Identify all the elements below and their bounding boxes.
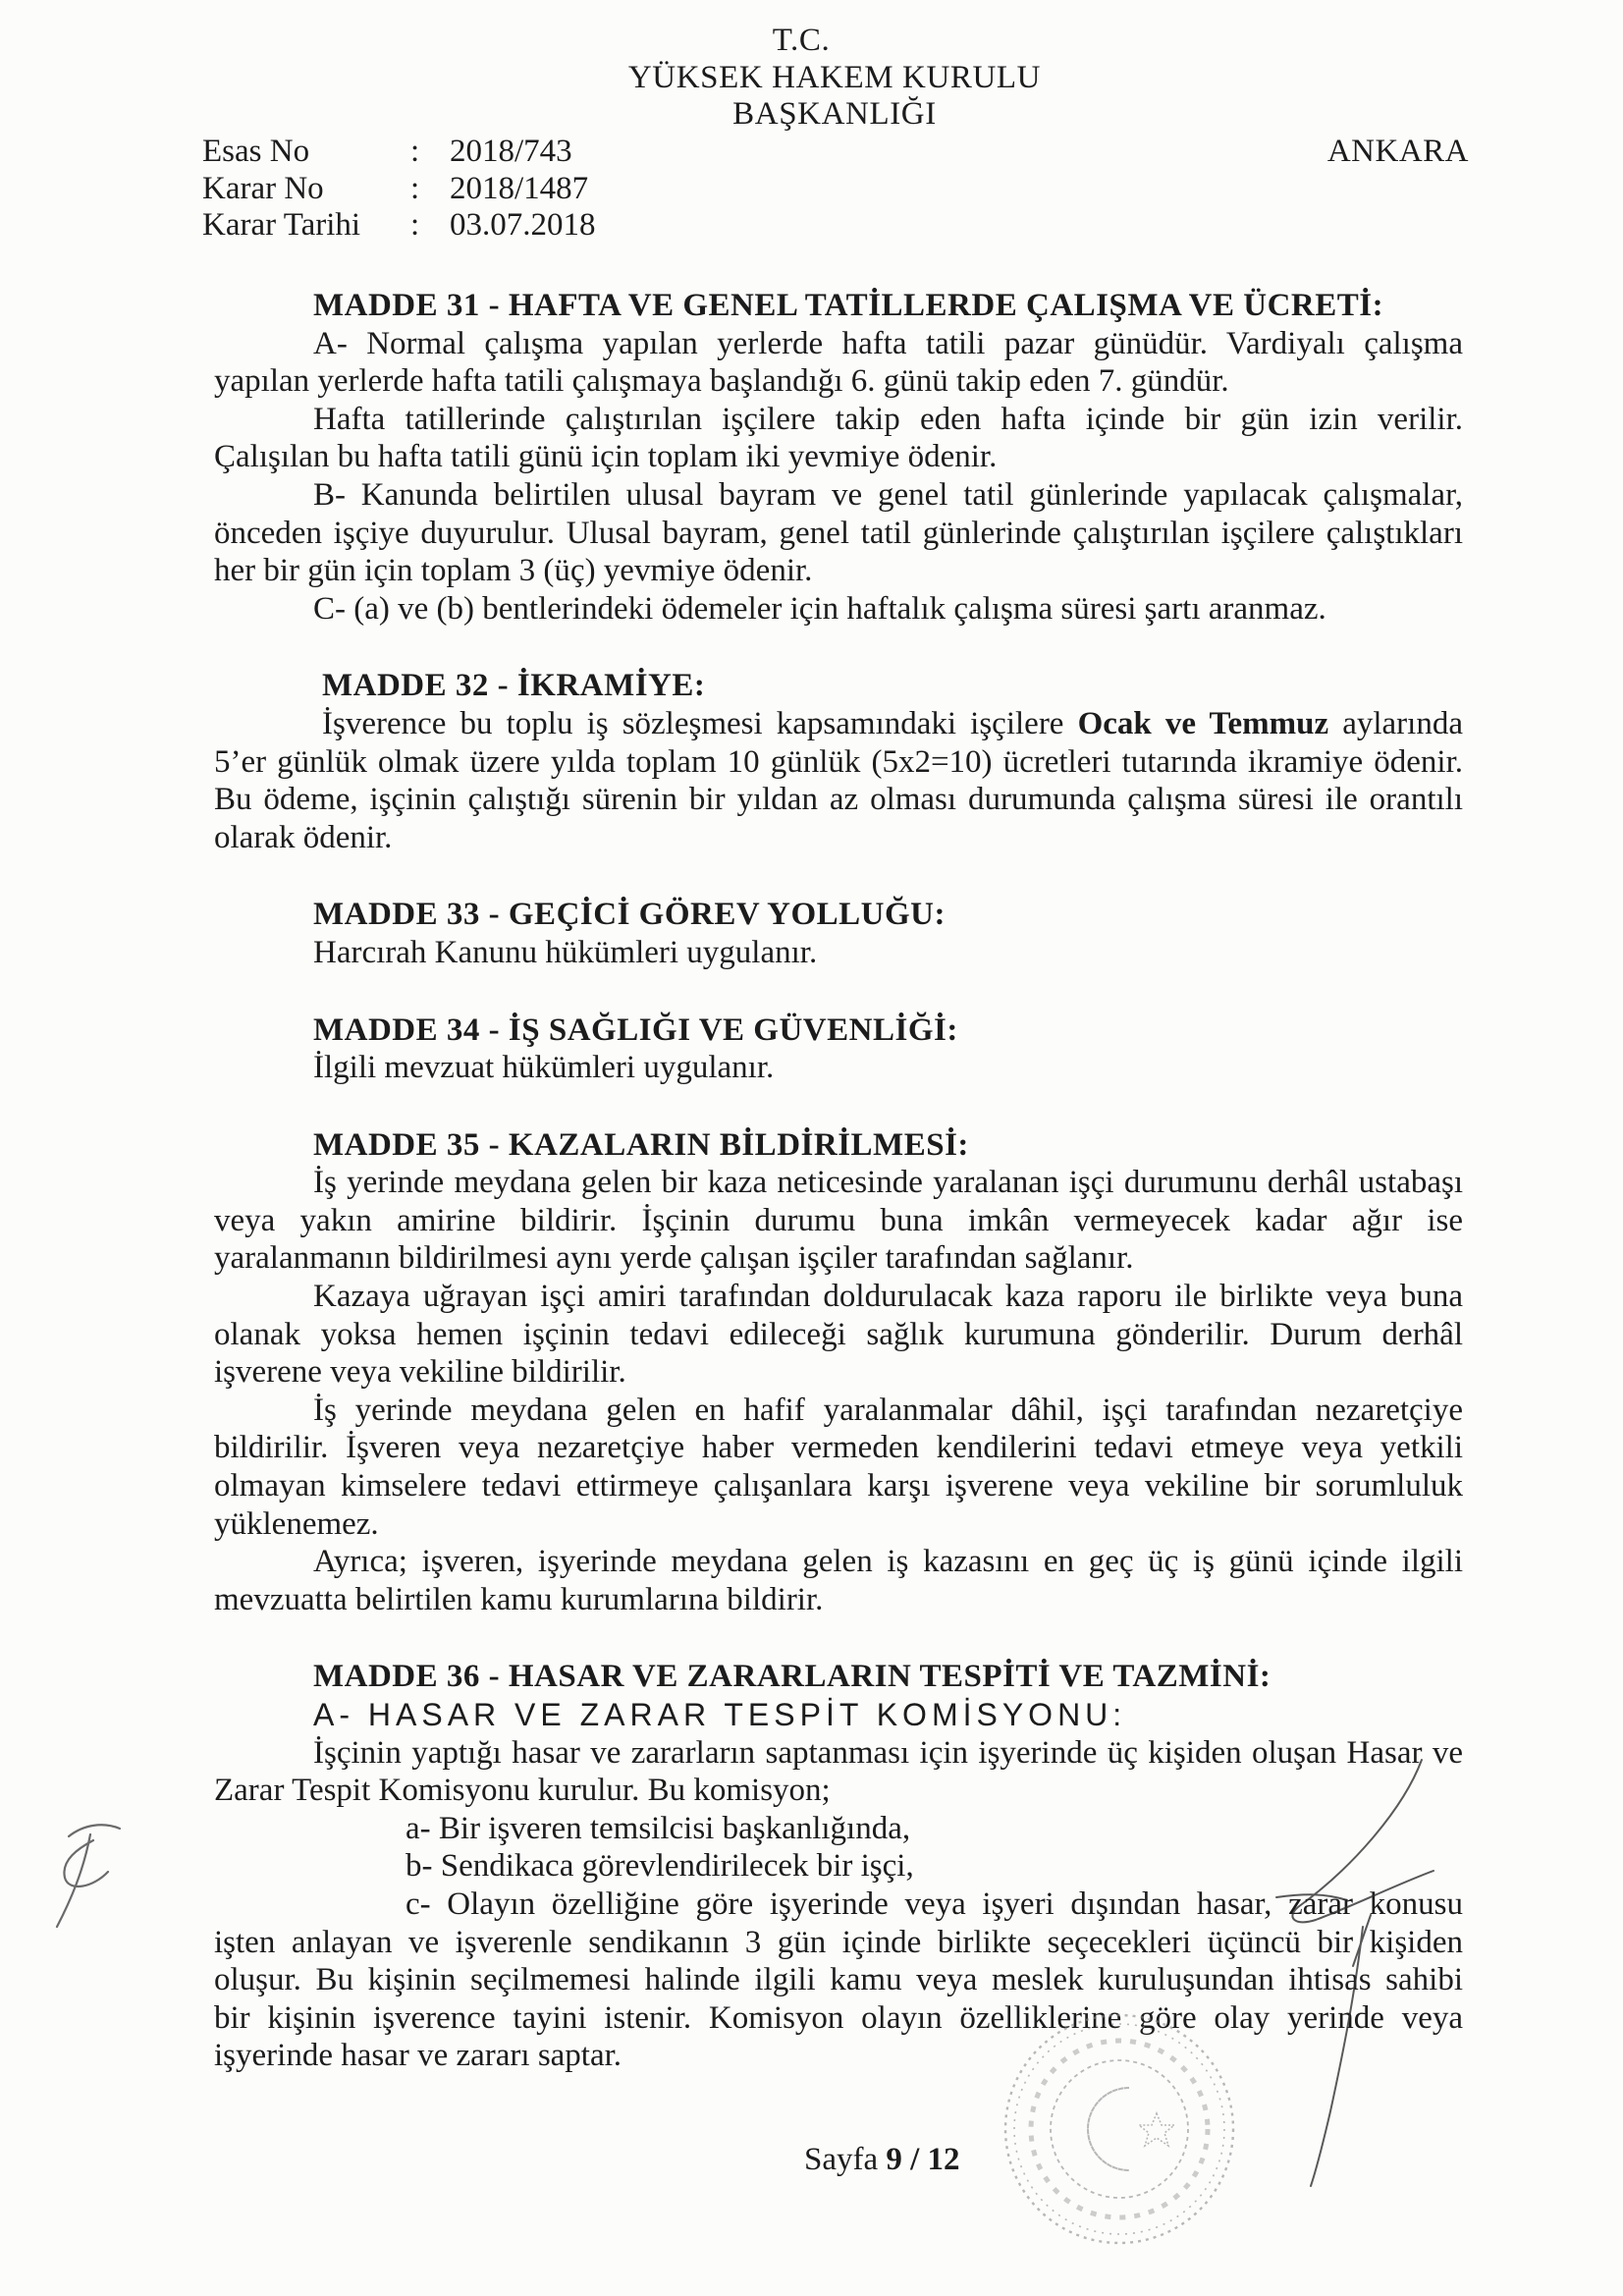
separator: : bbox=[410, 207, 420, 243]
text-line: veya yakın amirine bildirir. İşçinin durumu buna imkân vermeyecek kadar ağır ise bbox=[214, 1202, 1463, 1238]
page-label: Sayfa bbox=[804, 2142, 879, 2177]
text-line: olarak ödenir. bbox=[214, 819, 393, 855]
text-line: Hafta tatillerinde çalıştırılan işçilere takip eden hafta içinde bir gün izin verilir. bbox=[313, 401, 1463, 437]
article-heading: MADDE 35 - KAZALARIN BİLDİRİLMESİ: bbox=[313, 1126, 969, 1163]
text-line: A- Normal çalışma yapılan yerlerde hafta tatili pazar günüdür. Vardiyalı çalışma bbox=[313, 325, 1463, 361]
text-line: 5’er günlük olmak üzere yılda toplam 10 günlük (5x2=10) ücretleri tutarında ikramiye ödenir. bbox=[214, 743, 1463, 780]
article-33 bbox=[214, 896, 1463, 971]
separator: : bbox=[410, 170, 420, 206]
article-heading: MADDE 34 - İŞ SAĞLIĞI VE GÜVENLİĞİ: bbox=[313, 1011, 958, 1048]
text-line: Harcırah Kanunu hükümleri uygulanır. bbox=[313, 934, 818, 970]
text-line: olmayan kimselere tedavi ettirmeye çalışanlara karşı işverene veya vekiline bir sorumluluk bbox=[214, 1468, 1463, 1504]
text-line: İş yerinde meydana gelen bir kaza neticesinde yaralanan işçi durumunu derhâl ustabaşı bbox=[313, 1165, 1463, 1201]
margin-initial bbox=[57, 1825, 120, 1927]
text-line: B- Kanunda belirtilen ulusal bayram ve genel tatil günlerinde yapılacak çalışmalar, bbox=[313, 476, 1463, 513]
text-segment: aylarında bbox=[1328, 705, 1463, 741]
decision-date-label: Karar Tarihi bbox=[202, 207, 361, 243]
text-line: yüklenemez. bbox=[214, 1505, 379, 1542]
decision-date-value: 03.07.2018 bbox=[450, 207, 596, 243]
article-34 bbox=[214, 1011, 1463, 1087]
decision-number-label: Karar No bbox=[202, 170, 324, 206]
decision-date-row bbox=[202, 207, 595, 245]
list-item: c- Olayın özelliğine göre işyerinde veya işyeri dışından hasar, zarar konusu bbox=[406, 1886, 1463, 1922]
text-line: işyerinde hasar ve zararı saptar. bbox=[214, 2038, 622, 2074]
article-heading: MADDE 36 - HASAR VE ZARARLARIN TESPİTİ VE TAZMİNİ: bbox=[313, 1659, 1271, 1695]
case-number-value: 2018/743 bbox=[450, 134, 572, 169]
text-line: işverene veya vekiline bildirilir. bbox=[214, 1354, 626, 1391]
article-36 bbox=[214, 1658, 1463, 2075]
institution-office: BAŞKANLIĞI bbox=[732, 96, 937, 132]
article-heading: MADDE 31 - HAFTA VE GENEL TATİLLERDE ÇALIŞMA VE ÜCRETİ: bbox=[313, 288, 1384, 323]
text-line: Ayrıca; işveren, işyerinde meydana gelen iş kazasını en geç üç iş günü içinde ilgili bbox=[313, 1544, 1463, 1580]
article-heading: MADDE 32 - İKRAMİYE: bbox=[322, 668, 706, 704]
state-abbreviation: T.C. bbox=[772, 23, 831, 58]
case-number-row bbox=[202, 134, 595, 171]
list-item: b- Sendikaca görevlendirilecek bir işçi, bbox=[406, 1848, 914, 1885]
text-line: işten anlayan ve işverenle sendikanın 3 gün içinde birlikte seçecekleri üçüncü bir kişiden bbox=[214, 1924, 1463, 1960]
text-line: İş yerinde meydana gelen en hafif yaralanmalar dâhil, işçi tarafından nezaretçiye bbox=[313, 1392, 1463, 1428]
case-number-label: Esas No bbox=[202, 134, 310, 169]
page-footer bbox=[804, 2141, 960, 2178]
text-line: C- (a) ve (b) bentlerindeki ödemeler için haftalık çalışma süresi şartı aranmaz. bbox=[313, 590, 1326, 627]
text-line: olanak yoksa hemen işçinin tedavi edileceği sağlık kurumuna gönderilir. Durum derhâl bbox=[214, 1316, 1463, 1352]
institution-title bbox=[540, 23, 1129, 134]
institution-name: YÜKSEK HAKEM KURULU bbox=[627, 59, 1042, 95]
city: ANKARA bbox=[1326, 134, 1469, 169]
decision-number-value: 2018/1487 bbox=[450, 170, 589, 206]
article-subheading: A- HASAR VE ZARAR TESPİT KOMİSYONU: bbox=[313, 1697, 1127, 1732]
page-number: 9 / 12 bbox=[886, 2142, 960, 2177]
text-line: İlgili mevzuat hükümleri uygulanır. bbox=[313, 1050, 775, 1086]
article-32 bbox=[214, 667, 1463, 856]
text-line: Kazaya uğrayan işçi amiri tarafından doldurulacak kaza raporu ile birlikte veya buna bbox=[313, 1279, 1463, 1315]
case-info bbox=[202, 134, 595, 245]
article-35 bbox=[214, 1126, 1463, 1619]
text-line: her bir gün için toplam 3 (üç) yevmiye ödenir. bbox=[214, 553, 813, 589]
text-line: mevzuatta belirtilen kamu kurumlarına bildirir. bbox=[214, 1581, 824, 1617]
text-line: Bu ödeme, işçinin çalıştığı sürenin bir yıldan az olması durumunda çalışma süresi ile orantılı bbox=[214, 782, 1463, 818]
list-item: a- Bir işveren temsilcisi başkanlığında, bbox=[406, 1810, 911, 1846]
text-segment: İşverence bu toplu iş sözleşmesi kapsamındaki işçilere bbox=[322, 705, 1078, 741]
text-line: Çalışılan bu hafta tatili günü için toplam iki yevmiye ödenir. bbox=[214, 439, 998, 475]
text-line: yaralanmanın bildirilmesi aynı yerde çalışan işçiler tarafından sağlanır. bbox=[214, 1240, 1134, 1277]
text-line: yapılan yerlerde hafta tatili çalışmaya başlandığı 6. günü takip eden 7. gündür. bbox=[214, 363, 1229, 400]
text-line: önceden işçiye duyurulur. Ulusal bayram, genel tatil günlerinde çalıştırılan işçilere çalıştıkları bbox=[214, 515, 1463, 551]
text-line: oluşur. Bu kişinin seçilmemesi halinde ilgili kamu veya meslek kuruluşundan ihtisas sahibi bbox=[214, 1962, 1463, 1998]
separator: : bbox=[410, 134, 420, 169]
text-line: İşçinin yaptığı hasar ve zararların saptanması için işyerinde üç kişiden oluşan Hasar ve bbox=[313, 1734, 1463, 1771]
decision-number-row bbox=[202, 171, 595, 208]
article-31 bbox=[214, 287, 1463, 628]
article-heading: MADDE 33 - GEÇİCİ GÖREV YOLLUĞU: bbox=[313, 897, 946, 933]
document-body bbox=[214, 287, 1463, 2075]
text-line: bir kişinin işverence tayini istenir. Komisyon olayın özelliklerine göre olay yerinde veya bbox=[214, 1999, 1463, 2036]
text-line: bildirilir. İşveren veya nezaretçiye haber vermeden kendilerini tedavi etmeye veya yetkili bbox=[214, 1430, 1463, 1466]
text-line bbox=[214, 705, 1463, 743]
text-line: Zarar Tespit Komisyonu kurulur. Bu komisyon; bbox=[214, 1773, 831, 1809]
emphasized-months: Ocak ve Temmuz bbox=[1077, 705, 1329, 741]
